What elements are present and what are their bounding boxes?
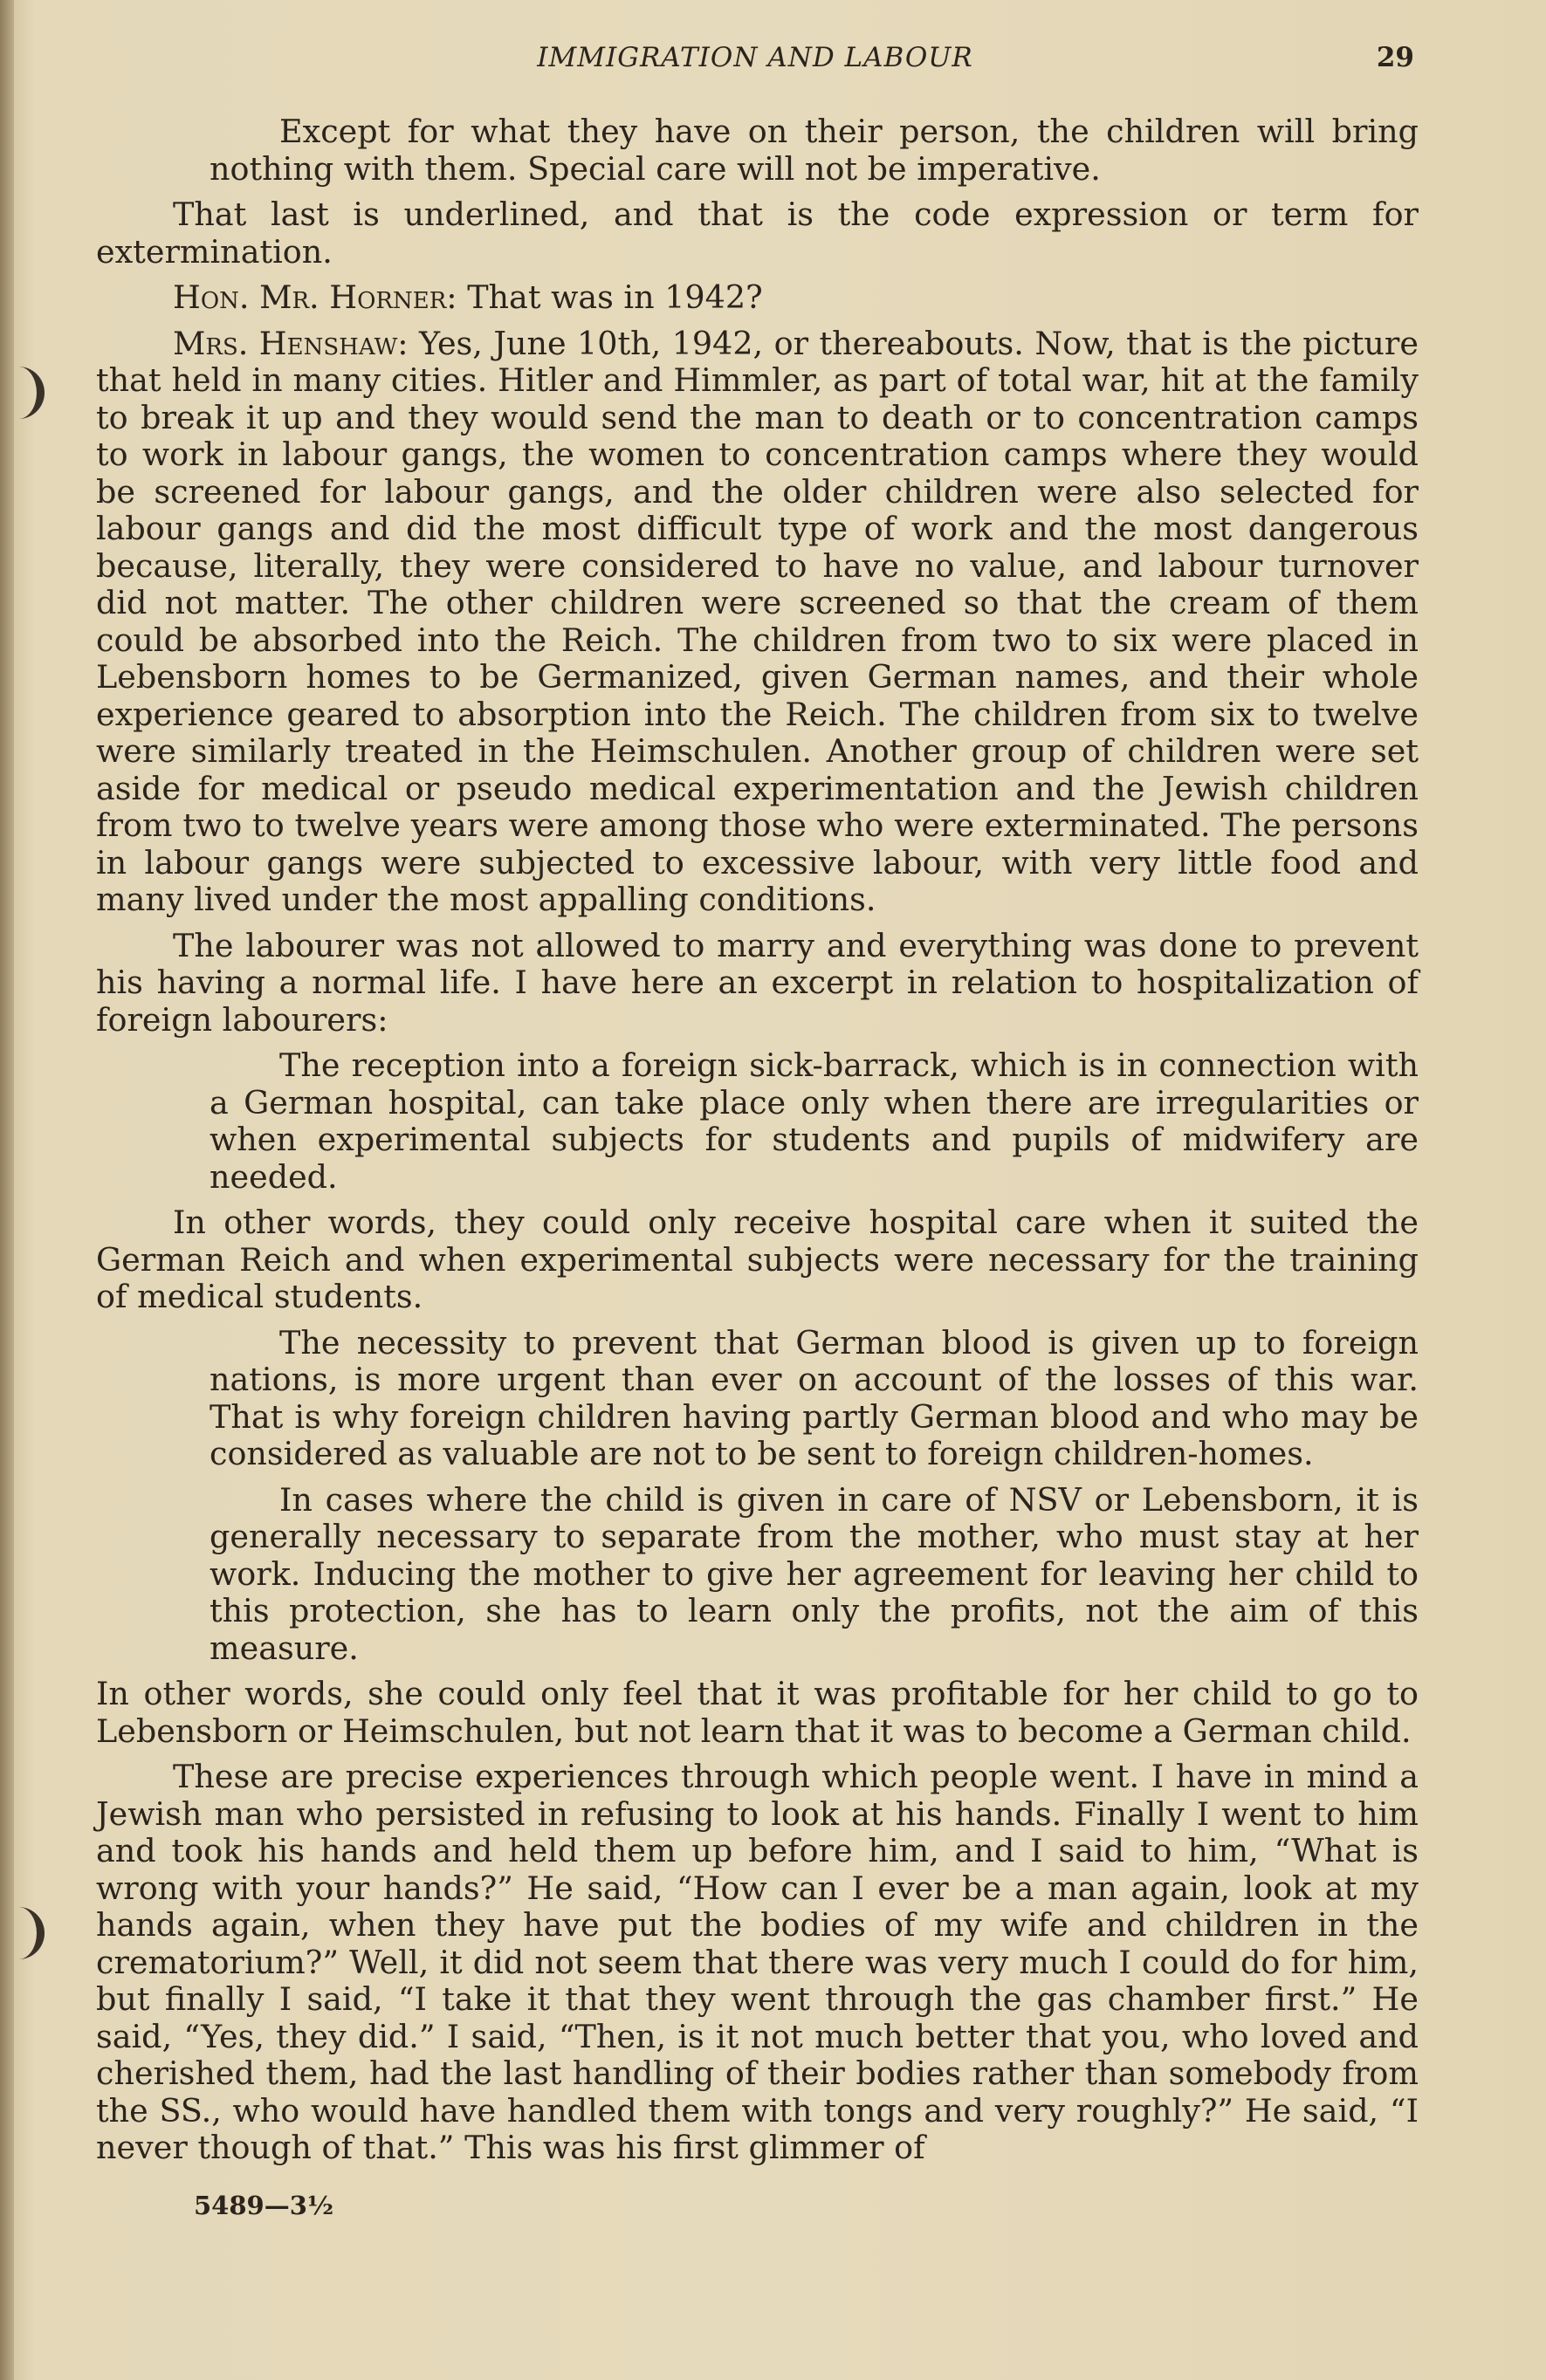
quote-block: The necessity to prevent that German blood is given up to foreign nations, is more urgent than ever on account of the losses of this war. That is why foreign children having partly German blood and who may be considered as valuable are not to be sent to foreign children-homes. [210, 1323, 1419, 1472]
paragraph: These are precise experiences through which people went. I have in mind a Jewish man who persisted in refusing to look at his hands. Finally I went to him and took his hands and held them up before him, and I said to him, “What is wrong with your hands?” He said, “How can I ever be a man again, look at my hands again, when they have put the bodies of my wife and children in the crematorium?” Well, it did not seem that there was very much I could do for him, but finally I said, “I take it that they went through the gas chamber first.” He said, “Yes, they did.” I said, “Then, is it not much better that you, who loved and cherished them, had the last handling of their bodies rather than somebody from the SS., who would have handled them with tongs and very roughly?” He said, “I never though of that.” This was his first glimmer of [96, 1758, 1419, 2166]
quote-block: The reception into a foreign sick-barrack, which is in connection with a German hospital, can take place only when there are irregularities or when experimental subjects for students and pupils of midwifery are needed. [210, 1046, 1419, 1196]
paragraph: In other words, she could only feel that it was profitable for her child to go to Lebensborn or Heimschulen, but not learn that it was to become a German child. [96, 1675, 1419, 1750]
book-spine [0, 0, 14, 2380]
signature-mark: 5489—3½ [194, 2191, 334, 2220]
paragraph: In other words, they could only receive hospital care when it suited the German Reich and when experimental subjects were necessary for the training of medical students. [96, 1204, 1419, 1315]
speaker-name: Mrs. Henshaw: [173, 324, 409, 362]
paragraph: That last is underlined, and that is the code expression or term for extermination. [96, 195, 1419, 271]
paragraph: The labourer was not allowed to marry and everything was done to prevent his having a normal life. I have here an excerpt in relation to hospitalization of foreign labourers: [96, 926, 1419, 1039]
quote-block: In cases where the child is given in care of NSV or Lebensborn, it is generally necessary to separate from the mother, who must stay at her work. Inducing the mother to give her agreement for leaving her child to this protection, she has to learn only the profits, not the aim of this measure. [210, 1480, 1419, 1667]
quote-block: Except for what they have on their person, the children will bring nothing with them. Special care will not be imperative. [210, 113, 1419, 188]
dialogue-paragraph: Hon. Mr. Horner: That was in 1942? [173, 278, 763, 316]
running-title: IMMIGRATION AND LABOUR [537, 42, 973, 73]
page-header [96, 42, 1414, 86]
page-number: 29 [1376, 42, 1414, 73]
document-body [96, 113, 1419, 2176]
dialogue-paragraph: Mrs. Henshaw: Yes, June 10th, 1942, or thereabouts. Now, that is the picture that held in many cities. Hitler and Himmler, as part of total war, hit at the family to break it up and they would send the man to death or to concentration camps to work in labour gangs, the women to concentration camps where they would be screened for labour gangs, and the older children were also selected for labour gangs and did the most difficult type of work and the most dangerous because, literally, they were considered to have no value, and labour turnover did not matter. The other children were screened so that the cream of them could be absorbed into the Reich. The children from two to six were placed in Lebensborn homes to be Germanized, given German names, and their whole experience geared to absorption into the Reich. The children from six to twelve were similarly treated in the Heimschulen. Another group of children were set aside for medical or pseudo medical experimentation and the Jewish children from two to twelve years were among those who were exterminated. The persons in labour gangs were subjected to excessive labour, with very little food and many lived under the most appalling conditions. [96, 324, 1419, 918]
speaker-name: Hon. Mr. Horner: [173, 278, 457, 316]
